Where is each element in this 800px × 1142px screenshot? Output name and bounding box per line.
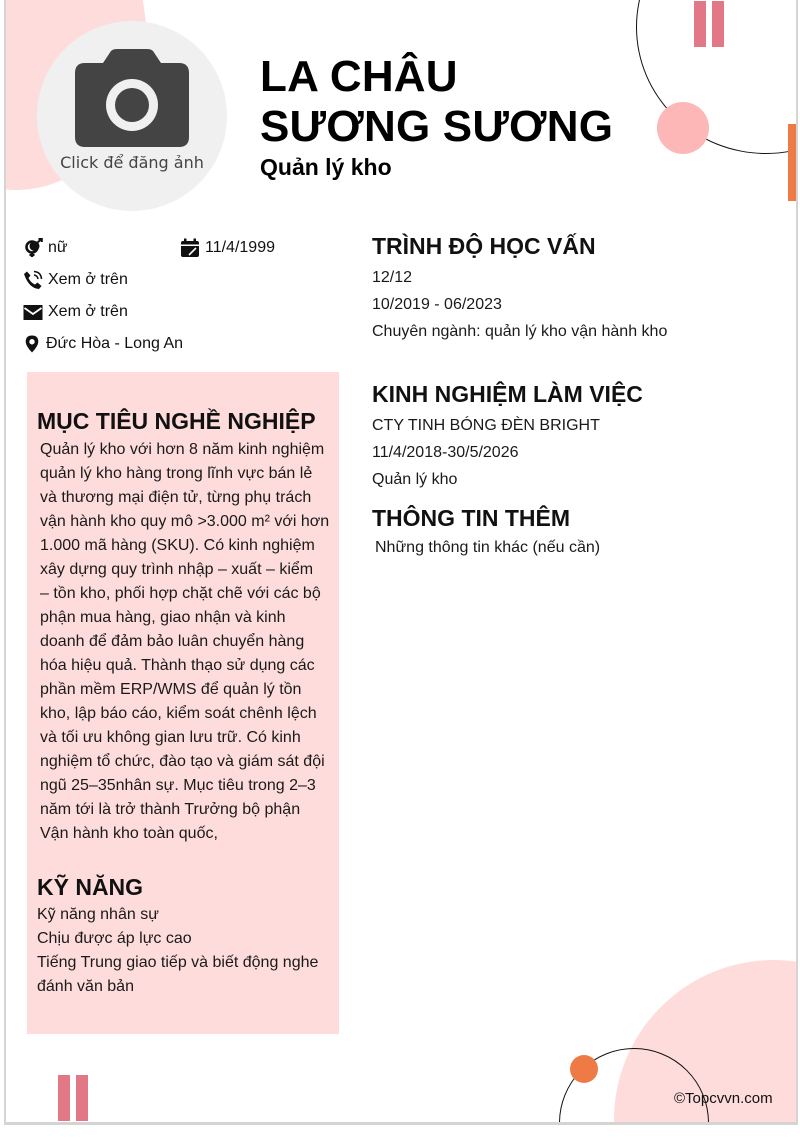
additional-info-line: Những thông tin khác (nếu cần) [375, 539, 601, 556]
objective-line: và thương mại điện tử, từng phụ trách [40, 489, 312, 506]
objective-line: phần mềm ERP/WMS để quản lý tồn [40, 681, 302, 698]
decor-pink-bar [76, 1075, 88, 1121]
objective-line: 1.000 mã hàng (SKU). Có kinh nghiệm [40, 537, 315, 554]
objective-line: quản lý kho hàng trong lĩnh vực bán lẻ [40, 465, 313, 482]
envelope-icon [23, 302, 43, 322]
avatar-upload[interactable] [37, 21, 227, 211]
skills-list [37, 903, 318, 999]
experience-details [372, 412, 600, 493]
objective-line: hóa hiệu quả. Thành thạo sử dụng các [40, 657, 315, 674]
education-level: 12/12 [372, 269, 413, 286]
name-line-1: LA CHÂU [260, 52, 458, 101]
cv-page [4, 0, 798, 1125]
phone-icon [23, 270, 43, 290]
objective-line: xây dựng quy trình nhập – xuất – kiểm [40, 561, 314, 578]
objective-heading: MỤC TIÊU NGHỀ NGHIỆP [37, 408, 316, 434]
education-major: Chuyên ngành: quản lý kho vận hành kho [372, 323, 668, 340]
calendar-icon [180, 238, 200, 258]
name-line-2: SƯƠNG SƯƠNG [260, 102, 614, 151]
map-pin-icon [23, 334, 41, 354]
contact-birthday [180, 238, 275, 258]
objective-line: Vận hành kho toàn quốc, [40, 825, 218, 842]
contact-address [23, 334, 183, 354]
experience-company: CTY TINH BÓNG ĐÈN BRIGHT [372, 417, 600, 434]
avatar-upload-label: Click để đăng ảnh [60, 153, 204, 172]
objective-line: năm tới là trở thành Trưởng bộ phận [40, 801, 301, 818]
skill-item: đánh văn bản [37, 978, 134, 995]
decor-pink-bar [58, 1075, 70, 1121]
candidate-name [260, 52, 613, 152]
education-heading: TRÌNH ĐỘ HỌC VẤN [372, 233, 596, 259]
objective-line: nghiệm tổ chức, đào tạo và giám sát đội [40, 753, 325, 770]
decor-orange-dot-bottom-right [570, 1055, 598, 1083]
additional-info-text [375, 536, 600, 560]
decor-pink-bar [712, 1, 724, 47]
decor-pink-bar [694, 1, 706, 47]
skills-heading: KỸ NĂNG [37, 874, 144, 900]
contact-phone [23, 270, 128, 290]
objective-line: doanh để đảm bảo luân chuyển hàng [40, 633, 305, 650]
experience-position: Quản lý kho [372, 471, 458, 488]
objective-line: kho, lập báo cáo, kiểm soát chênh lệch [40, 705, 317, 722]
objective-line: phận mua hàng, giao nhận và kinh [40, 609, 286, 626]
camera-icon [75, 49, 189, 147]
contact-gender [23, 238, 68, 258]
experience-period: 11/4/2018-30/5/2026 [372, 444, 519, 461]
objective-line: vận hành kho quy mô >3.000 m² với hơn [40, 513, 330, 530]
objective-line: ngũ 25–35nhân sự. Mục tiêu trong 2–3 [40, 777, 316, 794]
experience-heading: KINH NGHIỆM LÀM VIỆC [372, 381, 643, 407]
skill-item: Chịu được áp lực cao [37, 930, 192, 947]
job-title: Quản lý kho [260, 154, 392, 180]
additional-info-heading: THÔNG TIN THÊM [372, 505, 571, 531]
skill-item: Tiếng Trung giao tiếp và biết động nghe [37, 954, 319, 971]
gender-icon [23, 238, 43, 258]
education-details [372, 264, 667, 345]
skill-item: Kỹ năng nhân sự [37, 906, 159, 923]
email-value: Xem ở trên [48, 303, 128, 320]
contact-email [23, 302, 128, 322]
objective-line: Quản lý kho với hơn 8 năm kinh nghiệm [40, 441, 325, 458]
objective-line: – tồn kho, phối hợp chặt chẽ với các bộ [40, 585, 321, 602]
objective-text [40, 438, 329, 846]
decor-pink-dot-top-right [657, 102, 709, 154]
address-value: Đức Hòa - Long An [46, 335, 184, 352]
education-period: 10/2019 - 06/2023 [372, 296, 502, 313]
birthday-value: 11/4/1999 [205, 239, 275, 256]
objective-line: và tối ưu không gian lưu trữ. Có kinh [40, 729, 301, 746]
decor-orange-bar-right [788, 124, 798, 201]
phone-value: Xem ở trên [48, 271, 128, 288]
gender-value: nữ [48, 239, 68, 256]
copyright-footer: ©Topcvvn.com [674, 1090, 773, 1107]
